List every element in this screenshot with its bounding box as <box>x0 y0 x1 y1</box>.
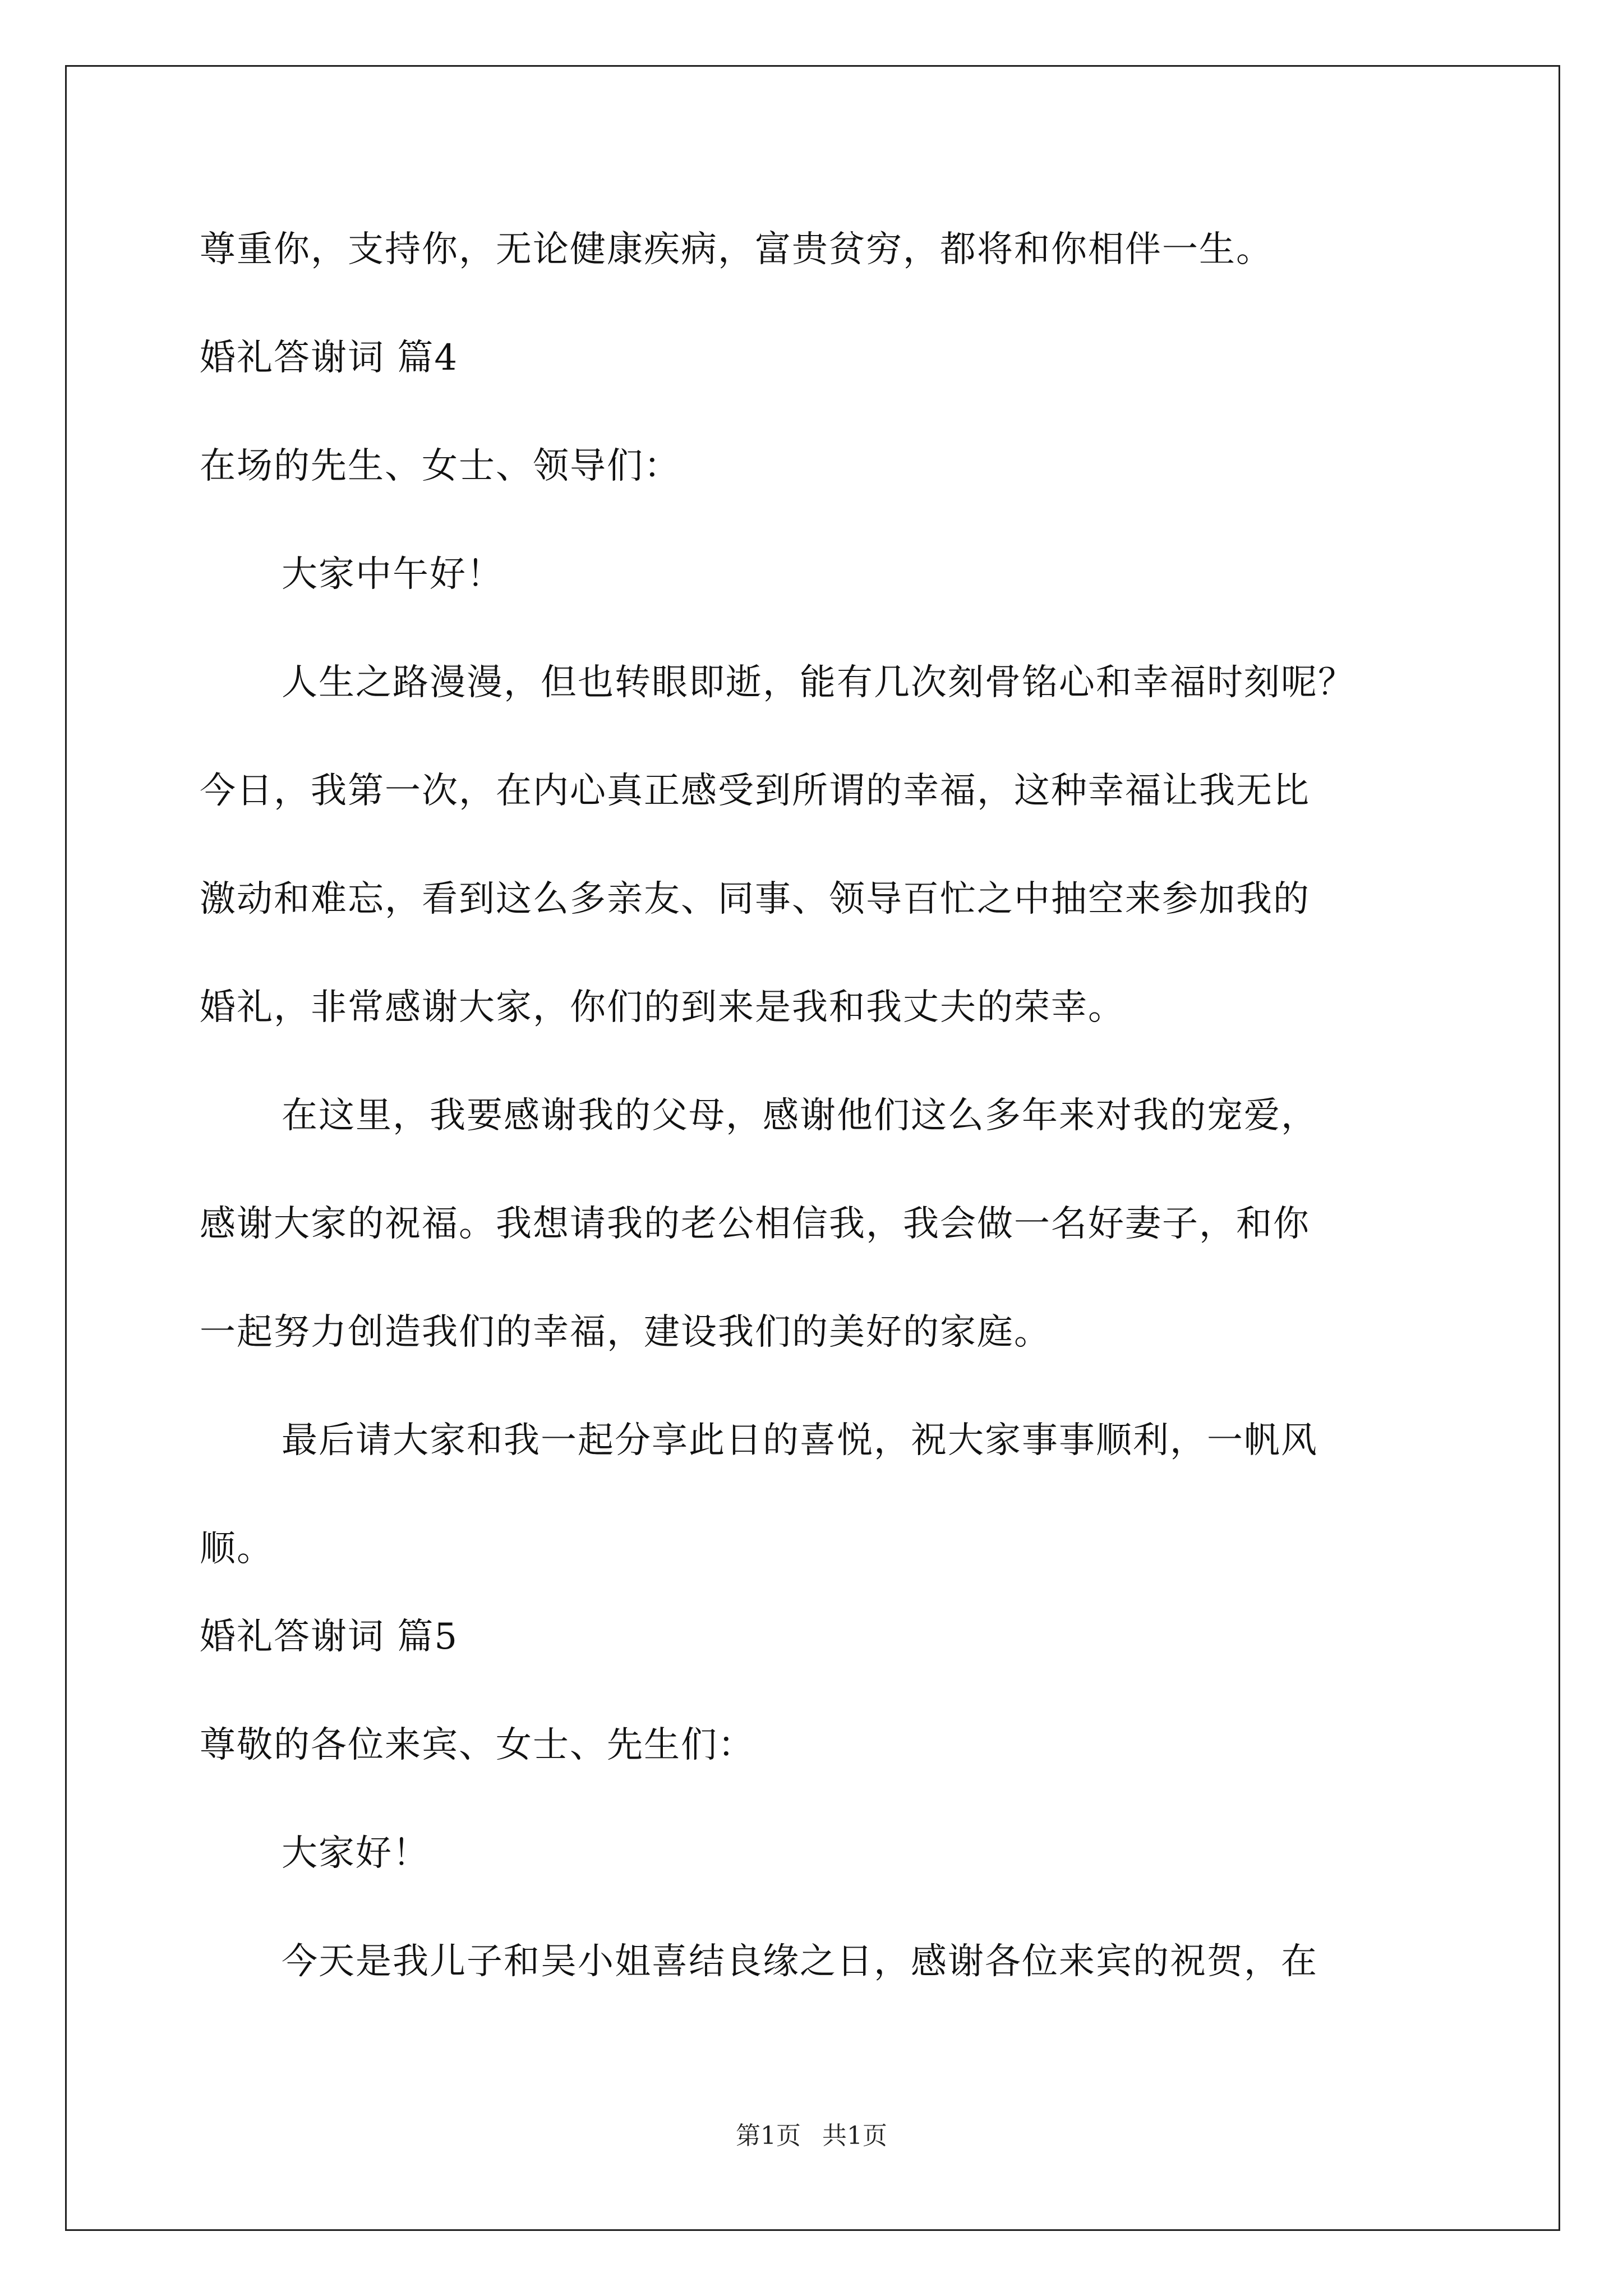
page-number: 第1页 <box>736 2122 801 2150</box>
text-line: 今天是我儿子和吴小姐喜结良缘之日，感谢各位来宾的祝贺，在 <box>282 1941 1318 1982</box>
text-line: 最后请大家和我一起分享此日的喜悦，祝大家事事顺利，一帆风 <box>282 1420 1318 1461</box>
page-border <box>65 65 1560 2231</box>
page-total: 共1页 <box>822 2122 887 2150</box>
greeting: 大家中午好！ <box>282 554 504 595</box>
text-line: 激动和难忘，看到这么多亲友、同事、领导百忙之中抽空来参加我的 <box>200 878 1310 920</box>
text-line: 尊重你，支持你，无论健康疾病，富贵贫穷，都将和你相伴一生。 <box>200 229 1273 270</box>
greeting: 大家好！ <box>282 1833 430 1874</box>
section-heading: 婚礼答谢词 篇4 <box>200 337 459 379</box>
text-line: 顺。 <box>200 1528 274 1570</box>
salutation: 尊敬的各位来宾、女士、先生们： <box>200 1724 755 1766</box>
page-footer <box>0 2120 1623 2152</box>
salutation: 在场的先生、女士、领导们： <box>200 445 681 487</box>
text-line: 在这里，我要感谢我的父母，感谢他们这么多年来对我的宠爱， <box>282 1095 1318 1137</box>
text-line: 婚礼，非常感谢大家，你们的到来是我和我丈夫的荣幸。 <box>200 987 1125 1028</box>
section-heading: 婚礼答谢词 篇5 <box>200 1616 459 1658</box>
text-line: 一起努力创造我们的幸福，建设我们的美好的家庭。 <box>200 1312 1051 1353</box>
text-line: 感谢大家的祝福。我想请我的老公相信我，我会做一名好妻子，和你 <box>200 1203 1310 1245</box>
text-line: 人生之路漫漫，但也转眼即逝，能有几次刻骨铭心和幸福时刻呢？ <box>282 662 1355 703</box>
text-line: 今日，我第一次，在内心真正感受到所谓的幸福，这种幸福让我无比 <box>200 770 1310 812</box>
